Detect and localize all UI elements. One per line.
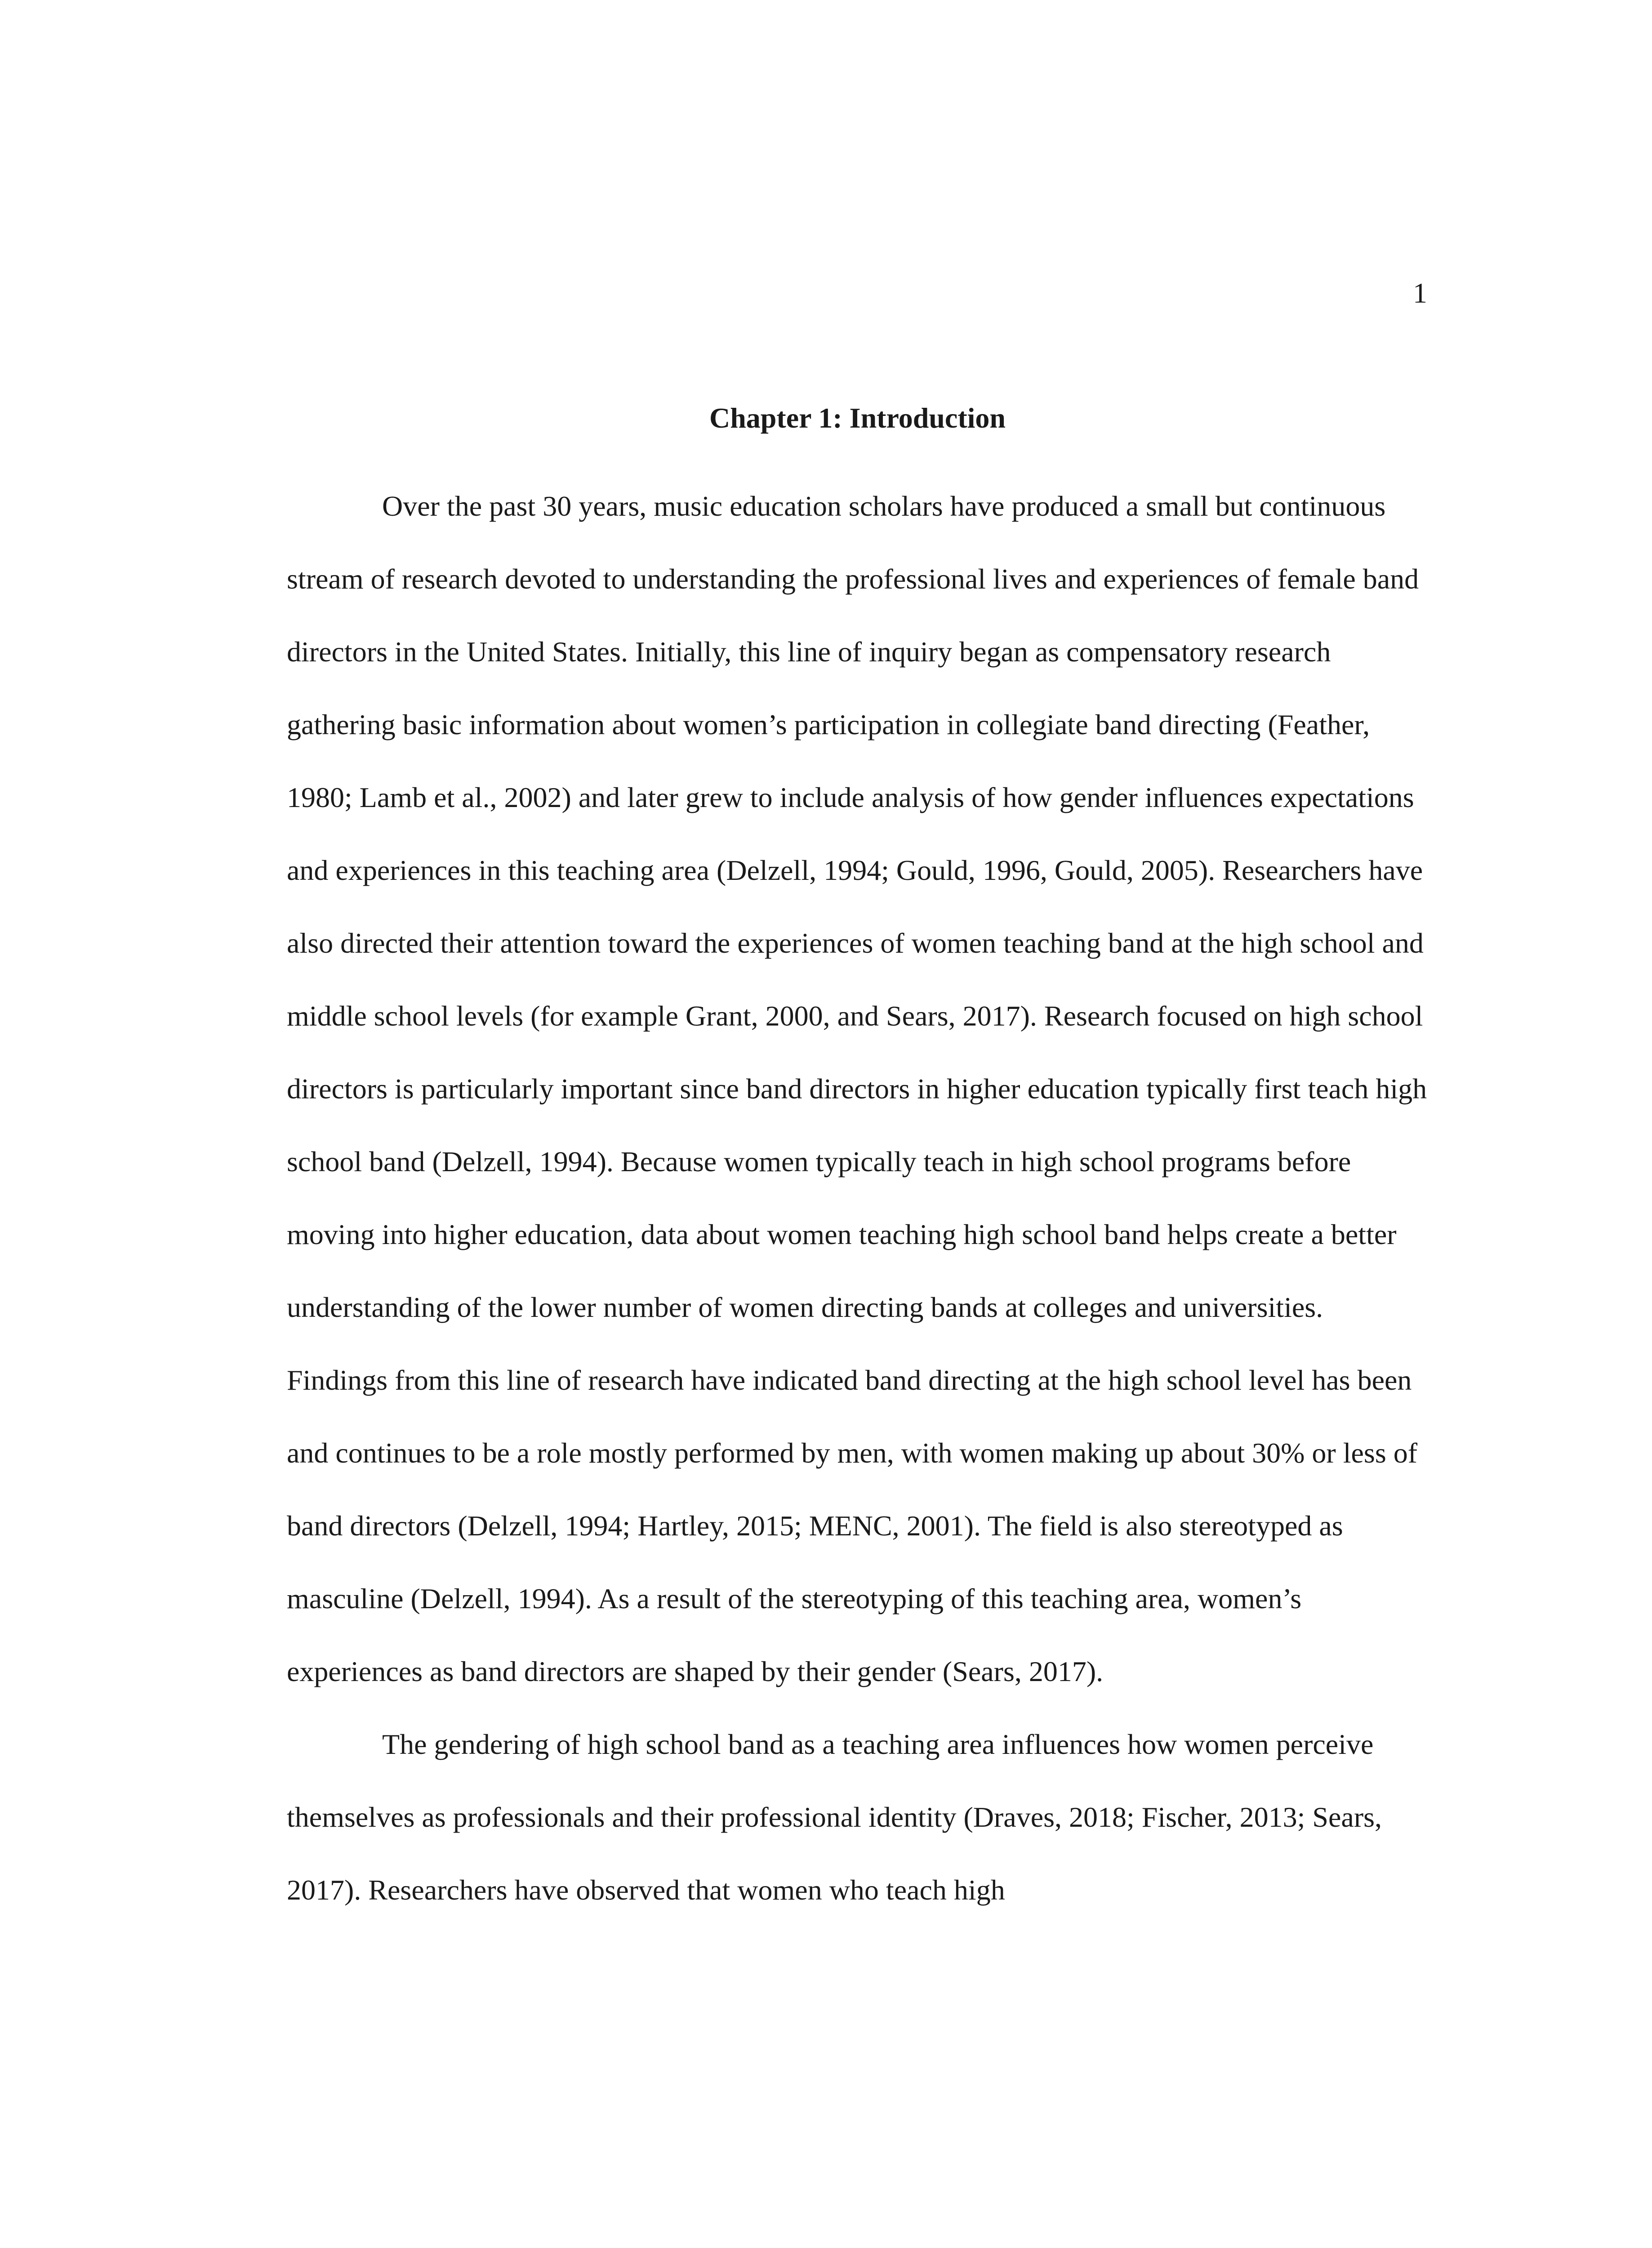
- page-number: 1: [1413, 277, 1427, 309]
- paragraph-1: Over the past 30 years, music education scholars have produced a small but continuous stream of research devoted to understanding the professional lives and experiences of female band directors in the United States. Initially, this line of inquiry began as compensatory research gathering basic information about women’s participation in collegiate band directing (Feather, 1980; Lamb et al., 2002) and later grew to include analysis of how gender influences expectations and experiences in this teaching area (Delzell, 1994; Gould, 1996, Gould, 2005). Researchers have also directed their attention toward the experiences of women teaching band at the high school and middle school levels (for example Grant, 2000, and Sears, 2017). Research focused on high school directors is particularly important since band directors in higher education typically first teach high school band (Delzell, 1994). Because women typically teach in high school programs before moving into higher education, data about women teaching high school band helps create a better understanding of the lower number of women directing bands at colleges and universities. Findings from this line of research have indicated band directing at the high school level has been and continues to be a role mostly performed by men, with women making up about 30% or less of band directors (Delzell, 1994; Hartley, 2015; MENC, 2001). The field is also stereotyped as masculine (Delzell, 1994). As a result of the stereotyping of this teaching area, women’s experiences as band directors are shaped by their gender (Sears, 2017).: [287, 490, 1427, 1687]
- body-text: [287, 470, 1428, 1927]
- paragraph-2: The gendering of high school band as a teaching area influences how women perceive themselves as professionals and their professional identity (Draves, 2018; Fischer, 2013; Sears, 2017). Researchers have observed that women who teach high: [287, 1728, 1382, 1906]
- chapter-title: Chapter 1: Introduction: [709, 402, 1006, 434]
